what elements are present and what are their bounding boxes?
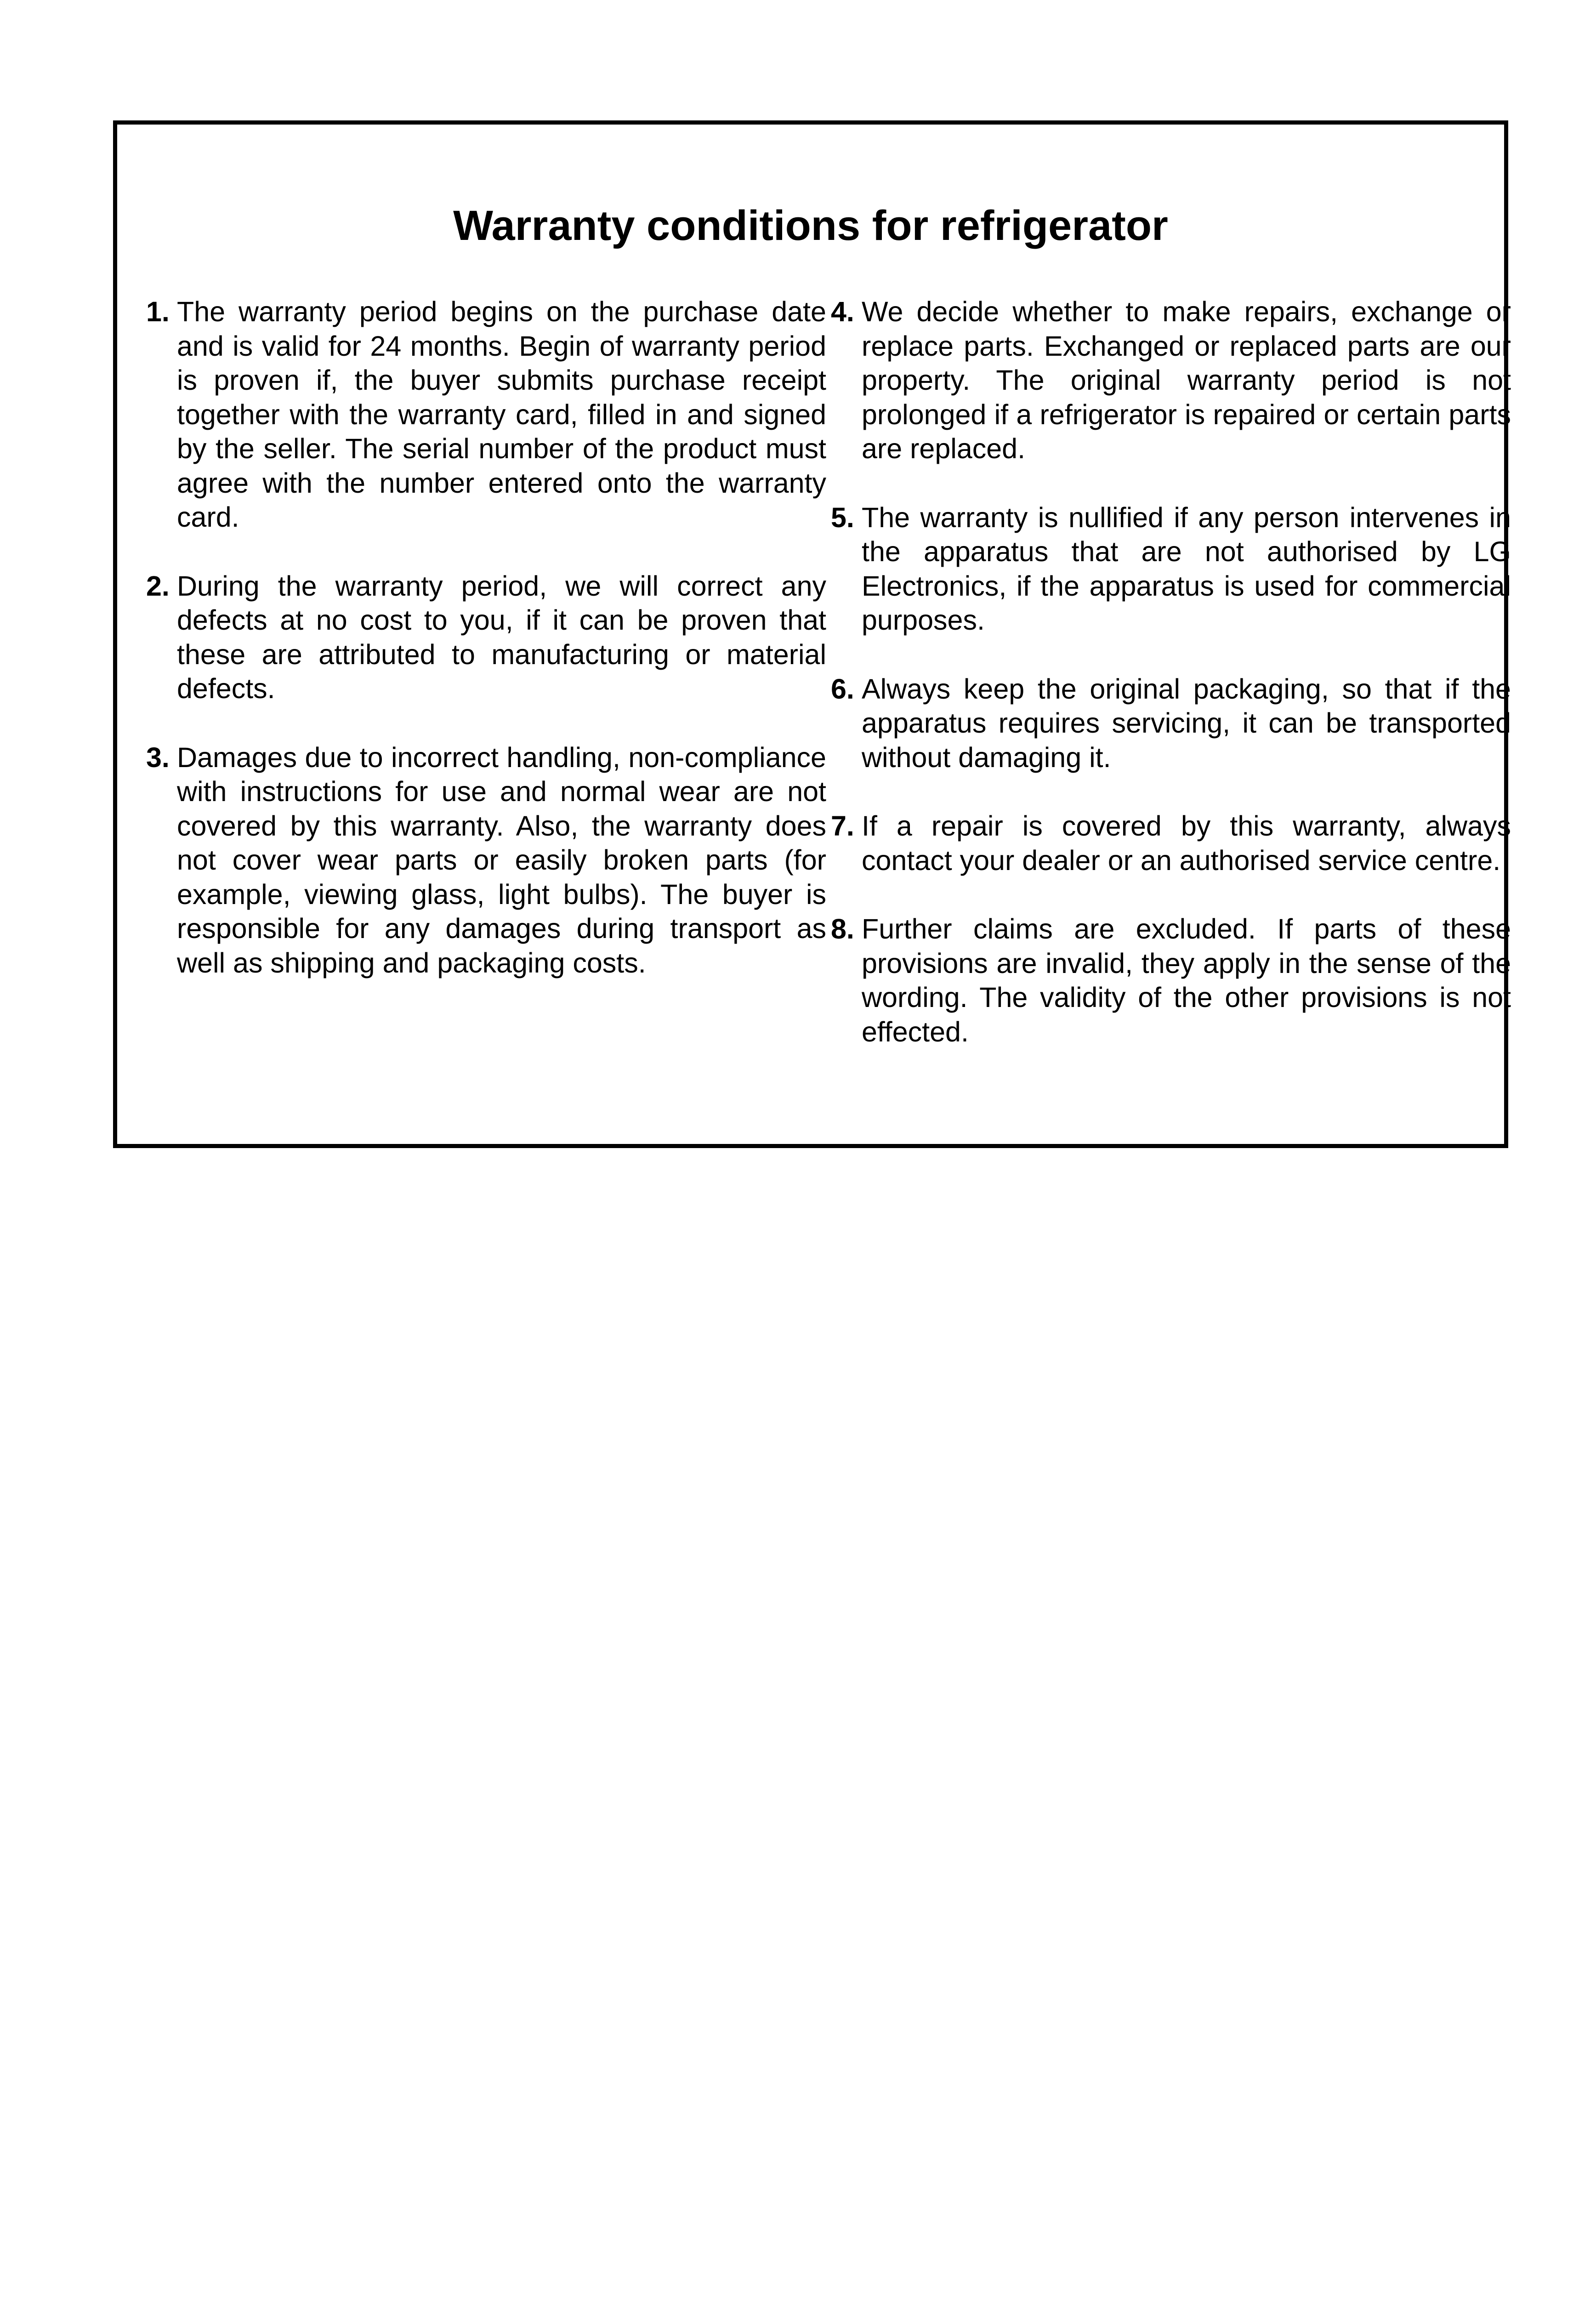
item-text: During the warranty period, we will correct any defects at no cost to you, if it can be proven that these are attributed to manufacturing or material defects.: [177, 570, 826, 704]
warranty-item-7: [831, 809, 1511, 877]
item-number: 4.: [831, 296, 854, 327]
item-number: 1.: [146, 296, 170, 327]
warranty-column-left: [146, 295, 826, 1014]
item-number: 2.: [146, 570, 170, 602]
warranty-item-2: [146, 569, 826, 706]
item-number: 5.: [831, 501, 854, 533]
item-text: We decide whether to make repairs, exchange or replace parts. Exchanged or replaced parts are our property. The original warranty period is not prolonged if a refrigerator is repaired or certain parts are replaced.: [862, 296, 1511, 464]
item-text: The warranty period begins on the purchase date and is valid for 24 months. Begin of warranty period is proven if, the buyer submits purchase receipt together with the warranty card, filled in and signed by the seller. The serial number of the product must agree with the number entered onto the warranty card.: [177, 296, 826, 533]
item-text: Always keep the original packaging, so that if the apparatus requires servicing, it can be transported without damaging it.: [862, 673, 1511, 773]
item-text: The warranty is nullified if any person intervenes in the apparatus that are not authorised by LG Electronics, if the apparatus is used for commercial purposes.: [862, 501, 1511, 636]
item-number: 7.: [831, 810, 854, 842]
warranty-item-1: [146, 295, 826, 535]
page-title: Warranty conditions for refrigerator: [453, 202, 1168, 249]
warranty-box: [113, 120, 1511, 1148]
item-number: 6.: [831, 673, 854, 705]
warranty-item-6: [831, 672, 1511, 775]
item-number: 3.: [146, 741, 170, 773]
warranty-item-3: [146, 740, 826, 980]
item-text: Damages due to incorrect handling, non-compliance with instructions for use and normal wear are not covered by this warranty. Also, the warranty does not cover wear parts or easily broken parts (for example, viewing glass, light bulbs). The buyer is responsible for any damages during transport as well as shipping and packaging costs.: [177, 741, 826, 978]
item-text: Further claims are excluded. If parts of these provisions are invalid, they apply in the sense of the wording. The validity of the other provisions is not effected.: [862, 913, 1511, 1047]
warranty-item-5: [831, 501, 1511, 637]
item-number: 8.: [831, 913, 854, 944]
warranty-item-4: [831, 295, 1511, 466]
item-text: If a repair is covered by this warranty, always contact your dealer or an authorised service centre.: [862, 810, 1511, 876]
warranty-item-8: [831, 912, 1511, 1049]
warranty-column-right: [831, 295, 1511, 1083]
